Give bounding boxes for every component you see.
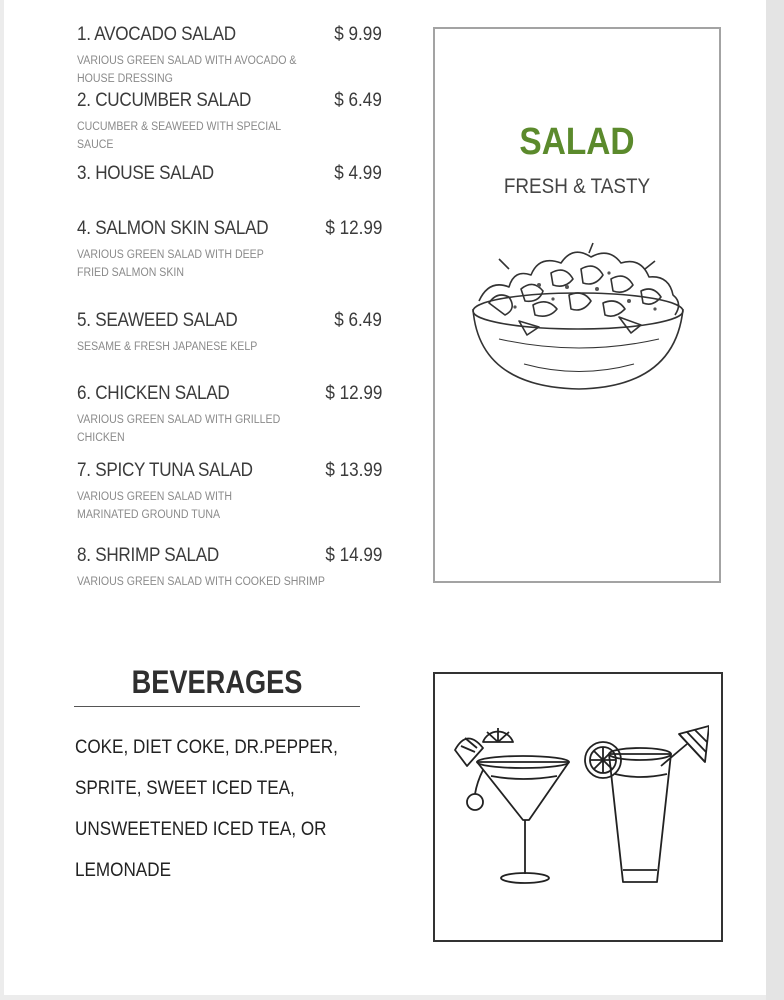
section-title-beverages: BEVERAGES xyxy=(131,664,303,700)
menu-page xyxy=(4,0,766,995)
item-name: 6. CHICKEN SALAD xyxy=(77,383,230,404)
salad-bowl-icon xyxy=(469,239,689,399)
section-subtitle: FRESH & TASTY xyxy=(503,175,651,198)
item-price: $ 12.99 xyxy=(324,218,382,239)
item-name: 8. SHRIMP SALAD xyxy=(77,545,219,566)
section-title-salad: SALAD xyxy=(519,121,635,163)
item-name: 1. AVOCADO SALAD xyxy=(77,24,236,45)
item-price: $ 4.99 xyxy=(334,163,382,184)
item-name: 7. SPICY TUNA SALAD xyxy=(77,460,253,481)
item-description: VARIOUS GREEN SALAD WITH COOKED SHRIMP xyxy=(77,576,325,588)
page-edge xyxy=(766,0,784,1000)
item-name: 5. SEAWEED SALAD xyxy=(77,310,238,331)
item-price: $ 6.49 xyxy=(334,90,382,111)
beverages-list: COKE, DIET COKE, DR.PEPPER, SPRITE, SWEET ICED TEA, UNSWEETENED ICED TEA, OR LEMONADE xyxy=(75,737,338,881)
salad-feature-panel xyxy=(433,27,721,583)
item-description: SESAME & FRESH JAPANESE KELP xyxy=(77,341,258,353)
item-description: CUCUMBER & SEAWEED WITH SPECIAL SAUCE xyxy=(77,121,281,151)
item-price: $ 12.99 xyxy=(324,383,382,404)
item-price: $ 14.99 xyxy=(324,545,382,566)
item-price: $ 13.99 xyxy=(324,460,382,481)
item-price: $ 6.49 xyxy=(334,310,382,331)
item-description: VARIOUS GREEN SALAD WITH AVOCADO & HOUSE DRESSING xyxy=(77,55,297,85)
heading-divider xyxy=(74,706,360,707)
item-name: 2. CUCUMBER SALAD xyxy=(77,90,252,111)
cocktail-glasses-icon xyxy=(447,722,709,892)
beverages-illustration-panel xyxy=(433,672,723,942)
item-description: VARIOUS GREEN SALAD WITH MARINATED GROUND TUNA xyxy=(77,491,233,521)
item-name: 3. HOUSE SALAD xyxy=(77,163,214,184)
item-name: 4. SALMON SKIN SALAD xyxy=(77,218,269,239)
item-description: VARIOUS GREEN SALAD WITH DEEP FRIED SALMON SKIN xyxy=(77,249,264,279)
item-price: $ 9.99 xyxy=(334,24,382,45)
item-description: VARIOUS GREEN SALAD WITH GRILLED CHICKEN xyxy=(77,414,281,444)
